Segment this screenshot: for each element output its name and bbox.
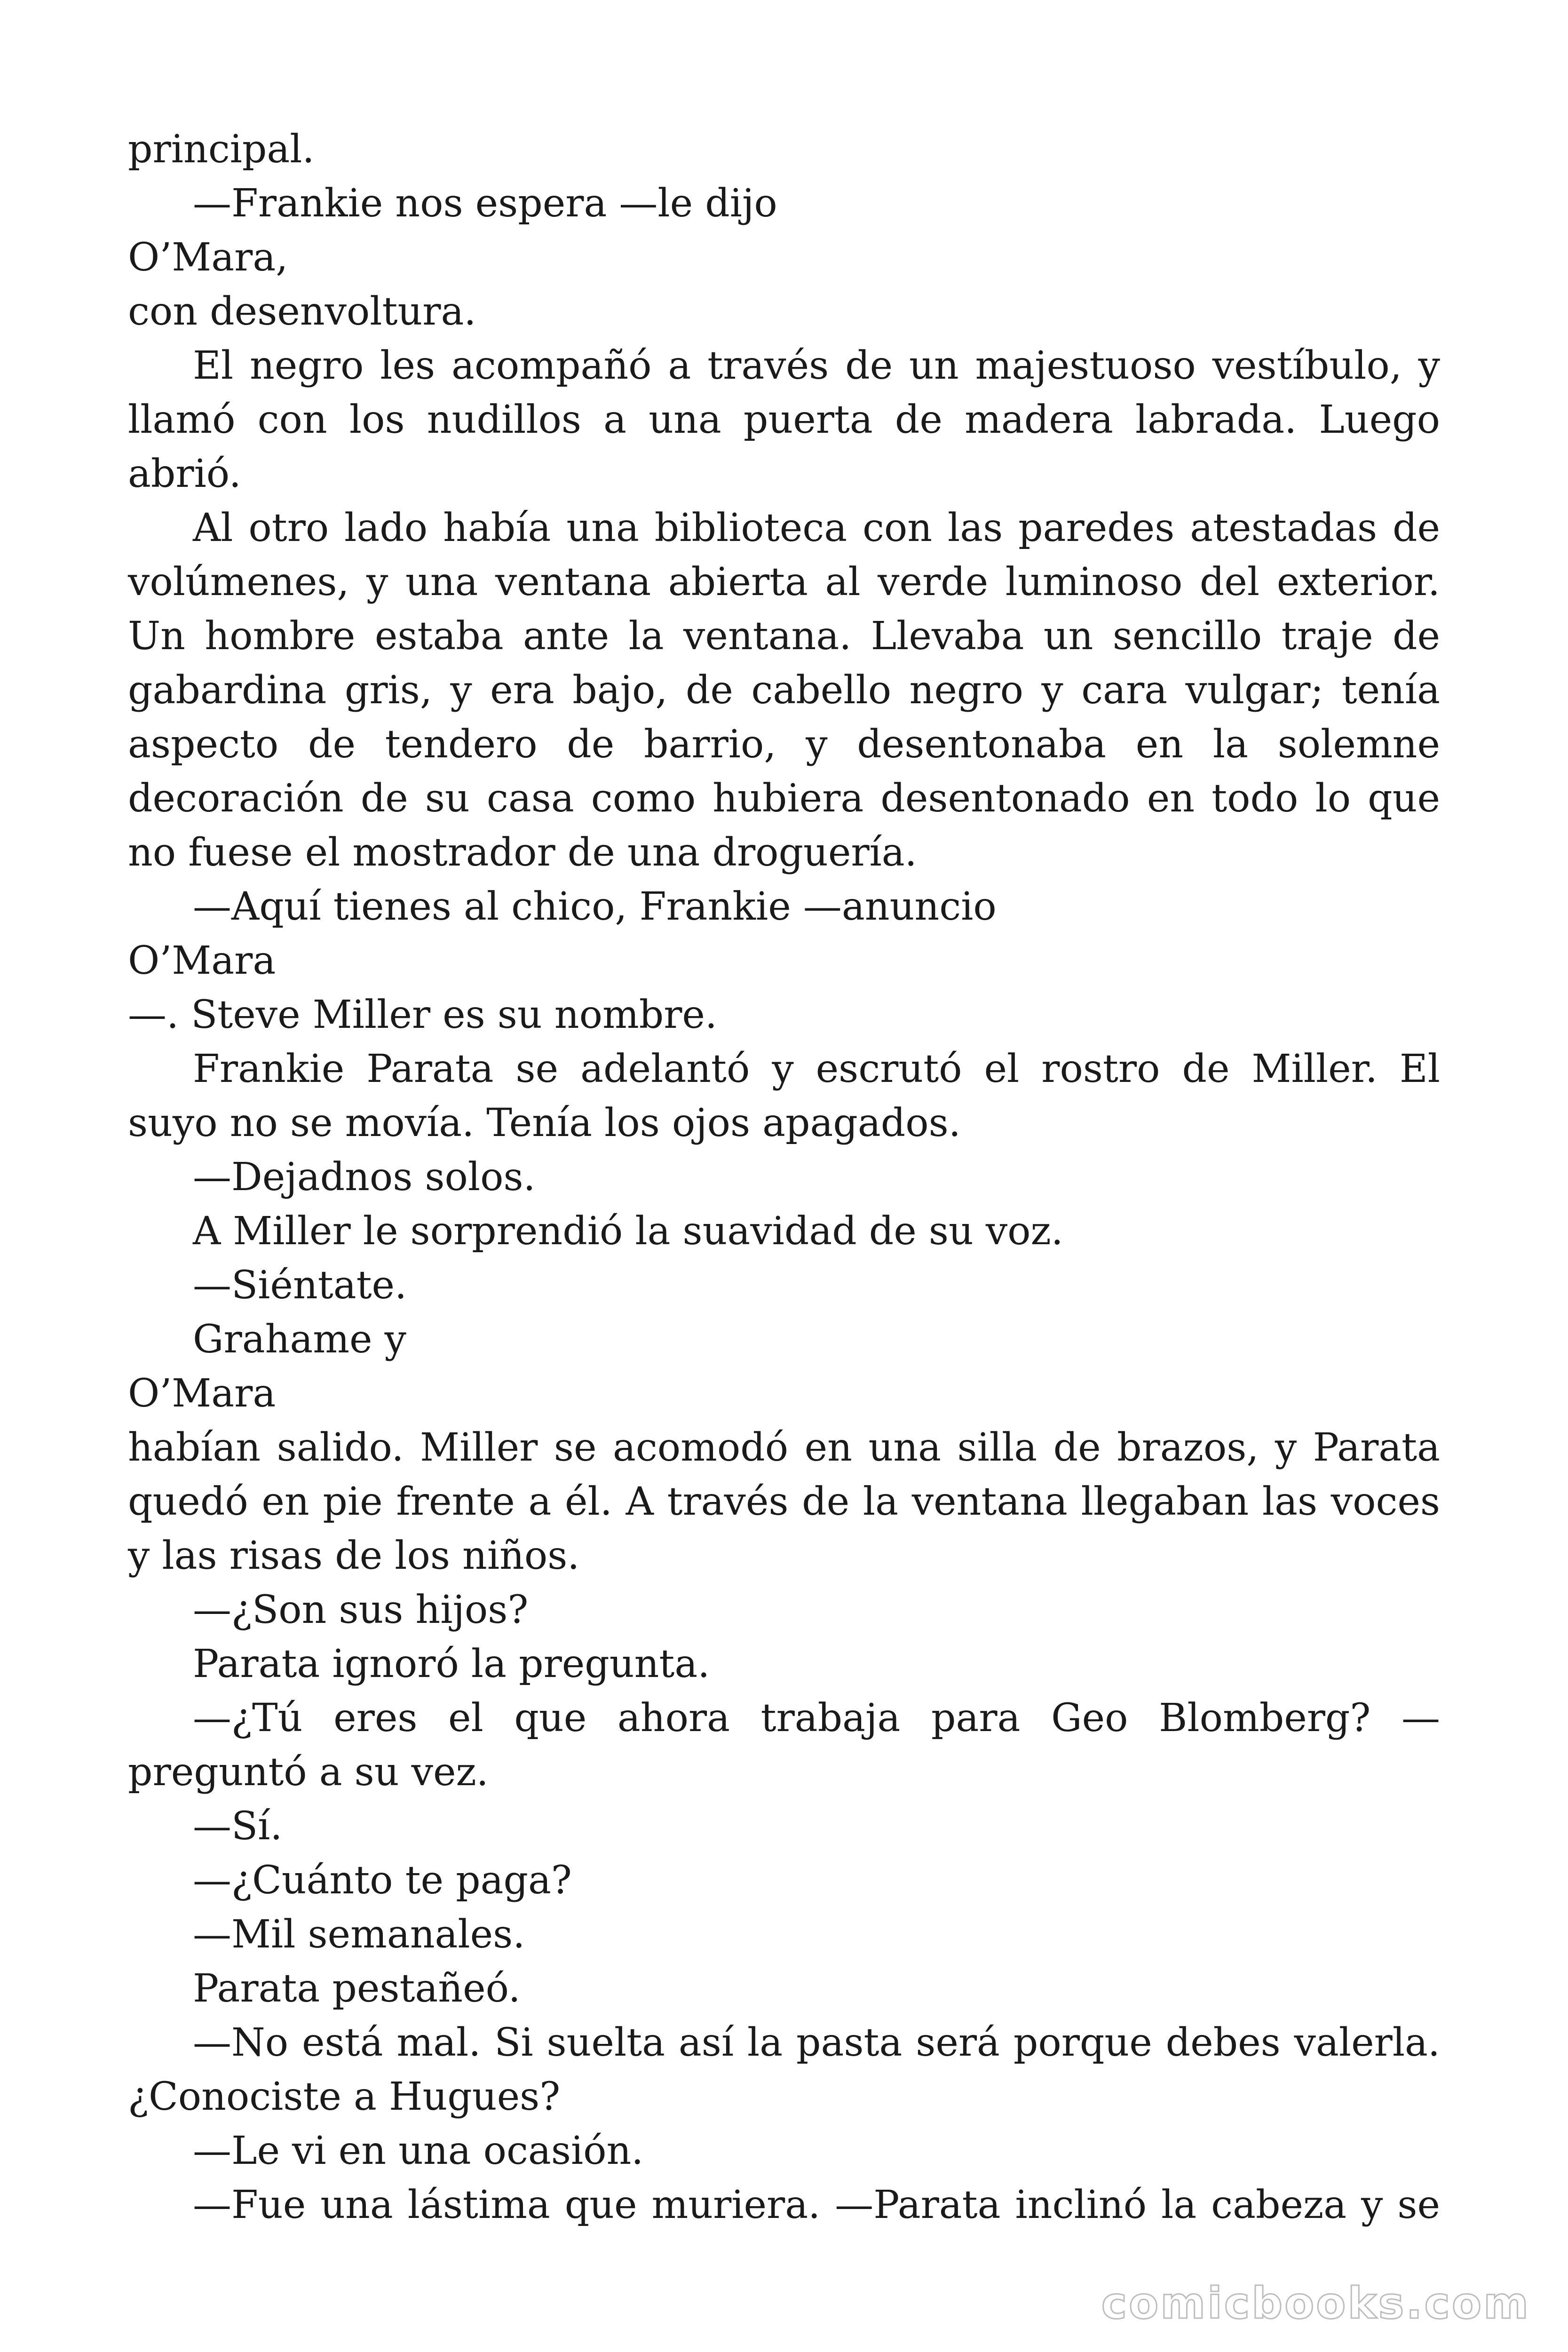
paragraph: con desenvoltura. (128, 289, 476, 334)
paragraph: —Sí. (193, 1804, 283, 1849)
paragraph: Grahame y (193, 1317, 406, 1362)
paragraph: O’Mara (128, 938, 276, 983)
paragraph: —Dejadnos solos. (193, 1155, 536, 1200)
paragraph: O’Mara, (128, 235, 288, 280)
paragraph: —Mil semanales. (193, 1912, 525, 1957)
paragraph: —Fue una lástima que muriera. —Parata inclinó la cabeza y se (193, 2183, 1440, 2227)
paragraph: —¿Son sus hijos? (193, 1588, 529, 1632)
paragraph: Parata ignoró la pregunta. (193, 1642, 710, 1686)
paragraph: habían salido. Miller se acomodó en una silla de brazos, y Parata quedó en pie frente a él. A través de la ventana llegaban las voces y las risas de los niños. (128, 1425, 1440, 1578)
paragraph: —No está mal. Si suelta así la pasta será porque debes valerla. ¿Conociste a Hugues? (128, 2020, 1440, 2119)
book-page-text (128, 122, 1440, 2232)
paragraph: —Le vi en una ocasión. (193, 2129, 644, 2173)
paragraph: —Aquí tienes al chico, Frankie —anuncio (193, 884, 997, 929)
paragraph: Frankie Parata se adelantó y escrutó el rostro de Miller. El suyo no se movía. Tenía los ojos apagados. (128, 1047, 1440, 1145)
paragraph: O’Mara (128, 1371, 276, 1416)
paragraph: —¿Tú eres el que ahora trabaja para Geo Blomberg? —preguntó a su vez. (128, 1696, 1440, 1795)
watermark: comicbooks.com (1101, 2278, 1530, 2328)
paragraph: Parata pestañeó. (193, 1966, 521, 2011)
paragraph: principal. (128, 127, 315, 172)
paragraph: —Siéntate. (193, 1263, 407, 1308)
paragraph: —Frankie nos espera —le dijo (193, 181, 777, 226)
paragraph: El negro les acompañó a través de un majestuoso vestíbulo, y llamó con los nudillos a una puerta de madera labrada. Luego abrió. (128, 343, 1440, 496)
paragraph: —¿Cuánto te paga? (193, 1858, 572, 1903)
paragraph: A Miller le sorprendió la suavidad de su voz. (193, 1209, 1063, 1254)
paragraph: —. Steve Miller es su nombre. (128, 993, 717, 1037)
paragraph: Al otro lado había una biblioteca con las paredes atestadas de volúmenes, y una ventana abierta al verde luminoso del exterior. Un hombre estaba ante la ventana. Llevaba un sencillo traje de gabardina gris, y era bajo, de cabello negro y cara vulgar; tenía aspecto de tendero de barrio, y desentonaba en la solemne decoración de su casa como hubiera desentonado en todo lo que no fuese el mostrador de una droguería. (128, 506, 1440, 875)
